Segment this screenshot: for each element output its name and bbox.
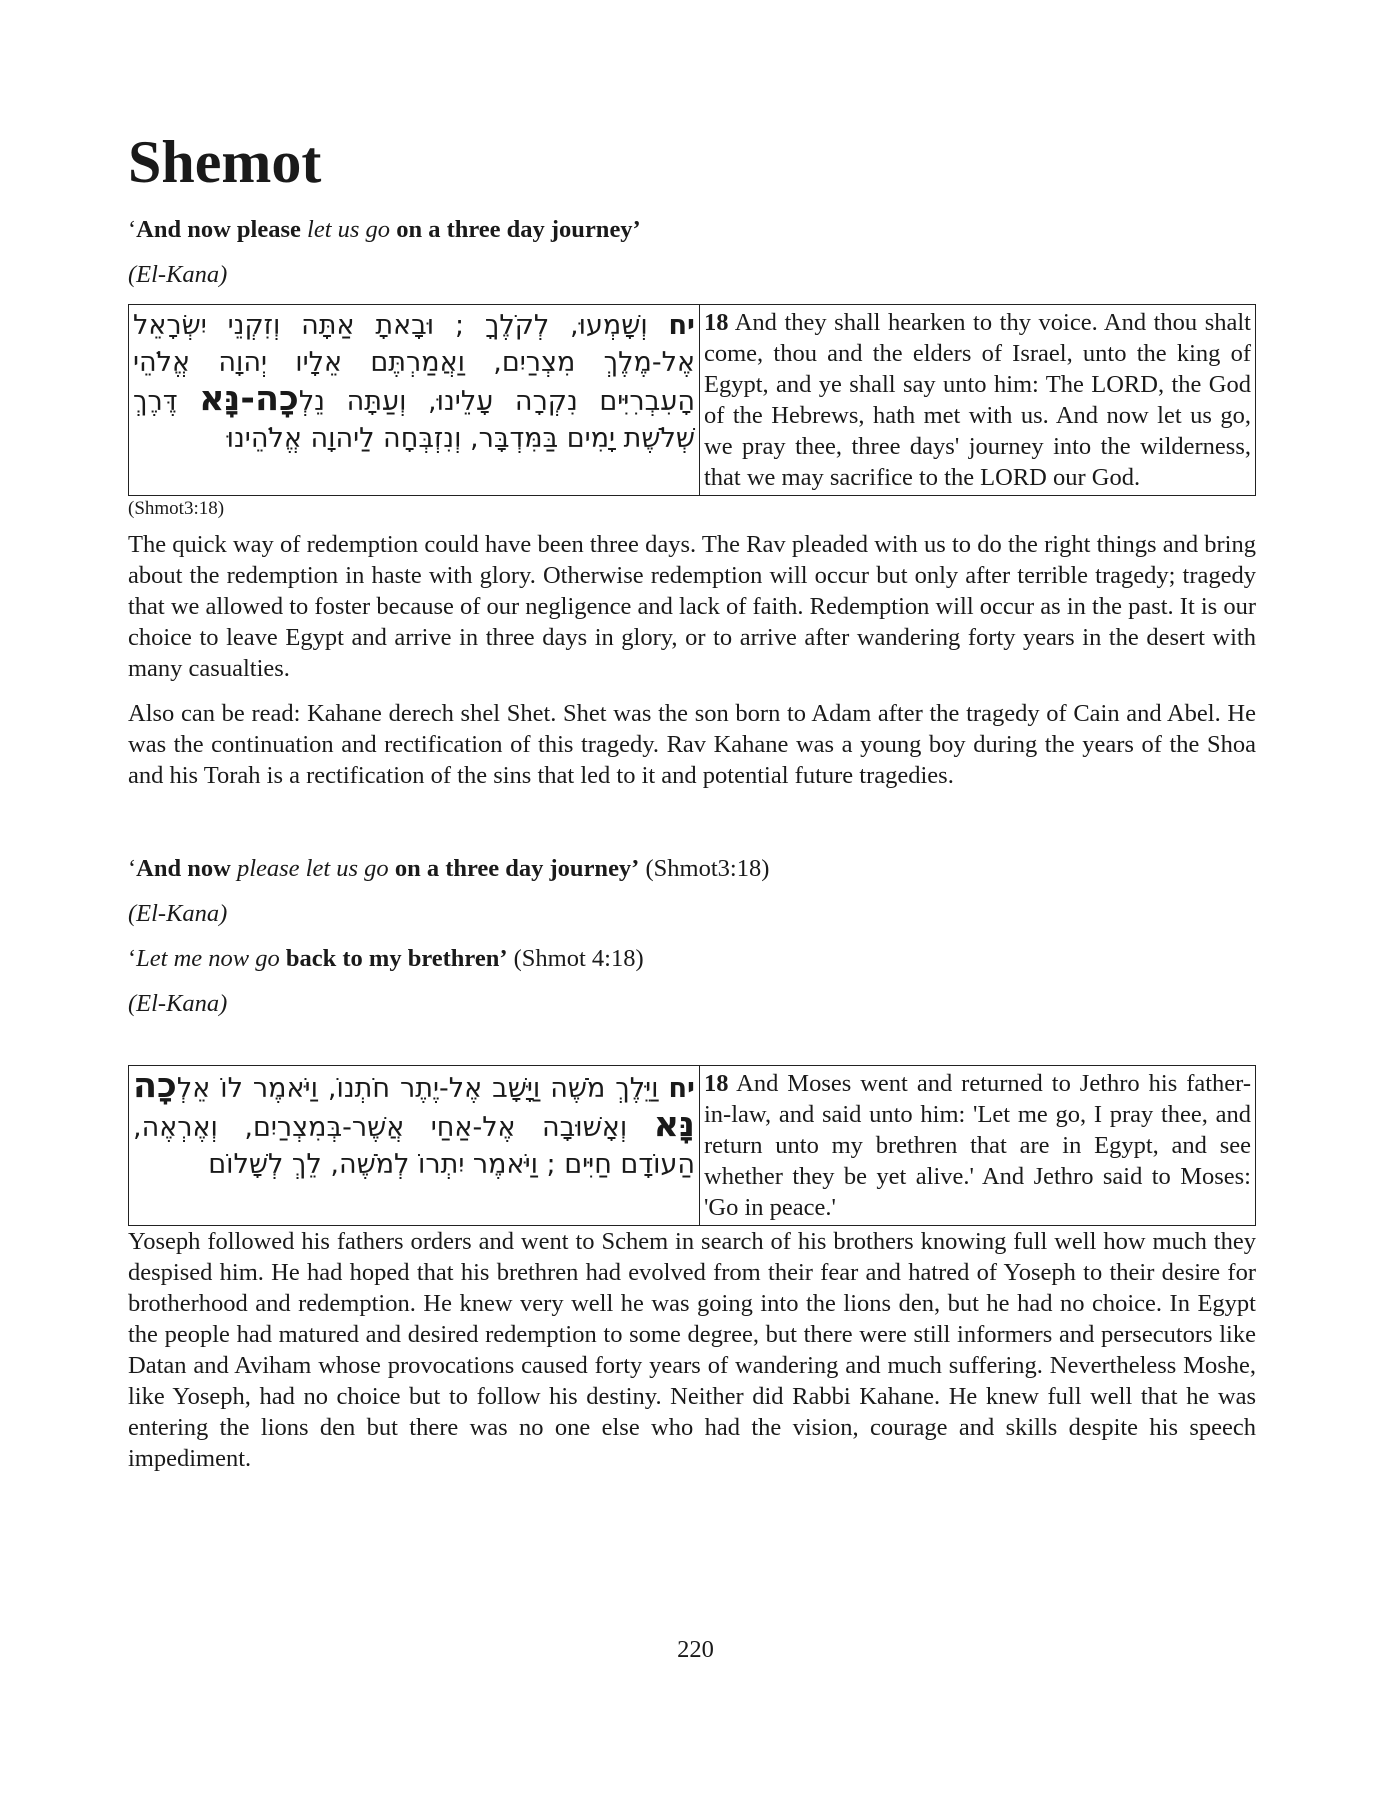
- commentary-paragraph: Also can be read: Kahane derech shel Shet. Shet was the son born to Adam after the tragedy of Cain and Abel. He was the continuation and rectification of this tragedy. Rav Kahane was a young boy during the years of the Shoa and his Torah is a rectification of the sins that led to it and potential future tragedies.: [128, 700, 1256, 789]
- hebrew-verse-text: וְשָׁמְעוּ, לְקֹלֶךָ ; וּבָאתָ אַתָּה וְזִקְנֵי יִשְׂרָאֵל אֶל-מֶלֶךְ מִצְרַיִם, וַאֲמַרְתֶּם אֵלָיו יְהוָה אֱלֹהֵי הָעִבְרִיִּים נִקְרָה עָלֵינוּ, וְעַתָּה נֵלְ: [133, 310, 695, 417]
- section2-attribution: [128, 988, 1256, 1019]
- quote-open-mark: ‘: [128, 945, 137, 972]
- quote-bold-part: on a three day journey’: [390, 216, 641, 243]
- attribution-text: (El-Kana): [128, 900, 228, 927]
- commentary-paragraph: Yoseph followed his fathers orders and went to Schem in search of his brothers knowing full well how much they despised him. He had hoped that his brethren had evolved from their fear and hatred of Yoseph to their desire for brotherhood and redemption. He knew very well he was going into the lions den, but he had no choice. In Egypt the people had matured and desired redemption to some degree, but there were still informers and persecutors like Datan and Aviham whose provocations caused forty years of wandering and much suffering. Nevertheless Moshe, like Yoseph, had no choice but to follow his destiny. Neither did Rabbi Kahane. He knew full well that he was entering the lions den but there was no one else who had the vision, courage and skills despite his speech impediment.: [128, 1228, 1256, 1472]
- hebrew-verse-text: דֶּרֶךְ שְׁלֹשֶׁת יָמִים בַּמִּדְבָּר, וְנִזְבְּחָה לַיהוָה אֱלֹהֵינוּ: [133, 386, 695, 454]
- section1-attribution: [128, 259, 1256, 290]
- english-verse-cell: [700, 305, 1256, 496]
- quote-bold-part: on a three day journey’: [388, 855, 640, 882]
- verse-table-shemot-3-18: [128, 304, 1256, 496]
- document-page: [128, 130, 1256, 1474]
- hebrew-verse-text: וְאָשׁוּבָה אֶל-אַחַי אֲשֶׁר-בְּמִצְרַיִם, וְאֶרְאֶה, הַעוֹדָם חַיִּים ; וַיֹּאמֶר יִתְרוֹ לְמֹשֶׁה, לֵךְ לְשָׁלוֹם: [133, 1112, 695, 1180]
- english-verse-cell: [700, 1066, 1256, 1226]
- hebrew-verse-cell: [129, 1066, 700, 1226]
- section2-quote: [128, 853, 1256, 884]
- hebrew-highlight: כָה נָּא: [133, 1066, 695, 1145]
- quote-open-mark: ‘: [128, 216, 137, 243]
- page-number: 220: [677, 1636, 714, 1663]
- quote-italic-part: let us go: [307, 216, 391, 243]
- verse-reference: (Shmot3:18): [128, 498, 225, 519]
- attribution-text: (El-Kana): [128, 990, 228, 1017]
- section2-attribution: [128, 898, 1256, 929]
- attribution-text: (El-Kana): [128, 261, 228, 288]
- hebrew-verse-cell: [129, 305, 700, 496]
- hebrew-verse-number: יח: [668, 310, 695, 341]
- english-verse-number: 18: [704, 1070, 729, 1097]
- verse-row: [129, 305, 1256, 496]
- quote-italic-part: please let us go: [236, 855, 389, 882]
- english-verse-text: And they shall hearken to thy voice. And thou shalt come, thou and the elders of Israel, unto the king of Egypt, and ye shall say unto him: The LORD, the God of the Hebrews, hath met with us. And now let us go, we pray thee, three days' journey into the wilderness, that we may sacrifice to the LORD our God.: [704, 309, 1251, 491]
- hebrew-verse-text: וַיֵּלֶךְ מֹשֶׁה וַיָּשָׁב אֶל-יֶתֶר חֹתְנוֹ, וַיֹּאמֶר לוֹ אֵלְ: [176, 1073, 659, 1104]
- quote-open-mark: ‘: [128, 855, 137, 882]
- english-verse-text: And Moses went and returned to Jethro his father-in-law, and said unto him: 'Let me go, I pray thee, and return unto my brethren that are in Egypt, and see whether they be yet alive.' And Jethro said to Moses: 'Go in peace.': [704, 1070, 1251, 1221]
- quote-bold-part: And now please: [136, 216, 308, 243]
- quote-reference: (Shmot 4:18): [507, 945, 644, 972]
- hebrew-highlight: כָה-נָּא: [199, 379, 299, 419]
- commentary-paragraph: The quick way of redemption could have been three days. The Rav pleaded with us to do the right things and bring about the redemption in haste with glory. Otherwise redemption will occur but only after terrible tragedy; tragedy that we allowed to foster because of our negligence and lack of faith. Redemption will occur as in the past. It is our choice to leave Egypt and arrive in three days in glory, or to arrive after wandering forty years in the desert with many casualties.: [128, 531, 1257, 682]
- quote-reference: (Shmot3:18): [639, 855, 770, 882]
- section1-quote: [128, 214, 1256, 245]
- quote-italic-part: Let me now go: [136, 945, 280, 972]
- quote-bold-part: And now: [136, 855, 237, 882]
- verse-table-shemot-4-18: [128, 1065, 1256, 1226]
- page-title: Shemot: [128, 129, 322, 195]
- verse-row: [129, 1066, 1256, 1226]
- quote-bold-part: back to my brethren’: [279, 945, 508, 972]
- english-verse-number: 18: [704, 309, 729, 336]
- section2-quote2: [128, 943, 1256, 974]
- hebrew-verse-number: יח: [668, 1073, 695, 1104]
